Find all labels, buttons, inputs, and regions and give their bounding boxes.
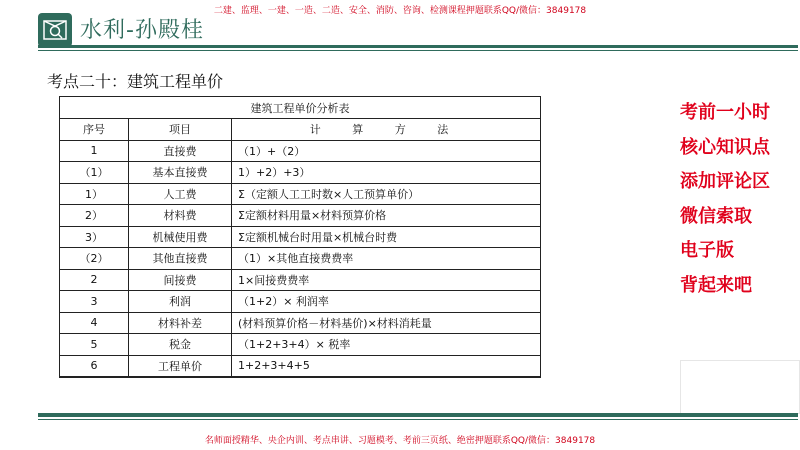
brand-title: 水利-孙殿桂	[80, 18, 204, 43]
logo-icon	[38, 13, 72, 47]
side-note: 考前一小时	[680, 102, 770, 123]
side-note: 核心知识点	[680, 136, 770, 158]
row-no: 2）	[60, 205, 129, 227]
row-method: 1）+2）+3）	[232, 162, 541, 184]
table-row	[60, 291, 541, 313]
table-row	[60, 162, 541, 184]
row-no: 1	[60, 140, 129, 162]
price-analysis-table	[59, 96, 541, 377]
table-row	[60, 205, 541, 227]
corner-placeholder	[680, 360, 800, 414]
header-item: 项目	[129, 119, 232, 141]
table-row	[60, 183, 541, 205]
side-note: 背起来吧	[680, 274, 752, 296]
top-banner: 二建、监理、一建、一造、二造、安全、消防、咨询、检测课程押题联系QQ/微信：3849178	[213, 6, 587, 16]
row-item: 间接费	[129, 269, 232, 291]
table-row	[60, 140, 541, 162]
row-no: 2	[60, 269, 129, 291]
footer-divider-thin	[38, 419, 798, 420]
table-row	[60, 226, 541, 248]
row-no: （2）	[60, 248, 129, 270]
row-item: 机械使用费	[129, 226, 232, 248]
row-method: Σ定额材料用量×材料预算价格	[232, 205, 541, 227]
row-item: 材料补差	[129, 312, 232, 334]
header-divider	[38, 45, 798, 48]
row-method: 1×间接费费率	[232, 269, 541, 291]
row-no: 1）	[60, 183, 129, 205]
table-row	[60, 312, 541, 334]
row-no: 6	[60, 355, 129, 377]
table-row	[60, 334, 541, 356]
row-item: 利润	[129, 291, 232, 313]
section-title: 考点二十：建筑工程单价	[47, 72, 224, 91]
side-note: 电子版	[680, 240, 734, 261]
row-no: （1）	[60, 162, 129, 184]
bottom-banner: 名师面授精华、央企内训、考点串讲、习题模考、考前三页纸、绝密押题联系QQ/微信：3849178	[204, 436, 596, 446]
side-notes	[680, 96, 790, 303]
row-no: 5	[60, 334, 129, 356]
header-method: 计 算 方 法	[232, 119, 541, 141]
table-row	[60, 355, 541, 377]
row-item: 工程单价	[129, 355, 232, 377]
row-no: 4	[60, 312, 129, 334]
footer-divider	[38, 413, 798, 417]
row-method: （1）×其他直接费费率	[232, 248, 541, 270]
row-item: 人工费	[129, 183, 232, 205]
row-item: 直接费	[129, 140, 232, 162]
table-body	[60, 140, 541, 377]
row-method: (材料预算价格－材料基价)×材料消耗量	[232, 312, 541, 334]
row-no: 3）	[60, 226, 129, 248]
row-method: （1+2+3+4）× 税率	[232, 334, 541, 356]
row-item: 税金	[129, 334, 232, 356]
side-note: 添加评论区	[680, 171, 770, 192]
row-item: 基本直接费	[129, 162, 232, 184]
row-method: （1+2）× 利润率	[232, 291, 541, 313]
row-method: （1）+（2）	[232, 140, 541, 162]
table-caption: 建筑工程单价分析表	[60, 97, 541, 119]
row-method: 1+2+3+4+5	[232, 355, 541, 377]
table-row	[60, 248, 541, 270]
row-method: Σ定额机械台时用量×机械台时费	[232, 226, 541, 248]
row-item: 其他直接费	[129, 248, 232, 270]
row-no: 3	[60, 291, 129, 313]
side-note: 微信索取	[680, 205, 752, 227]
row-method: Σ（定额人工工时数×人工预算单价）	[232, 183, 541, 205]
row-item: 材料费	[129, 205, 232, 227]
header-no: 序号	[60, 119, 129, 141]
header-divider-thin	[38, 50, 798, 51]
table-row	[60, 269, 541, 291]
